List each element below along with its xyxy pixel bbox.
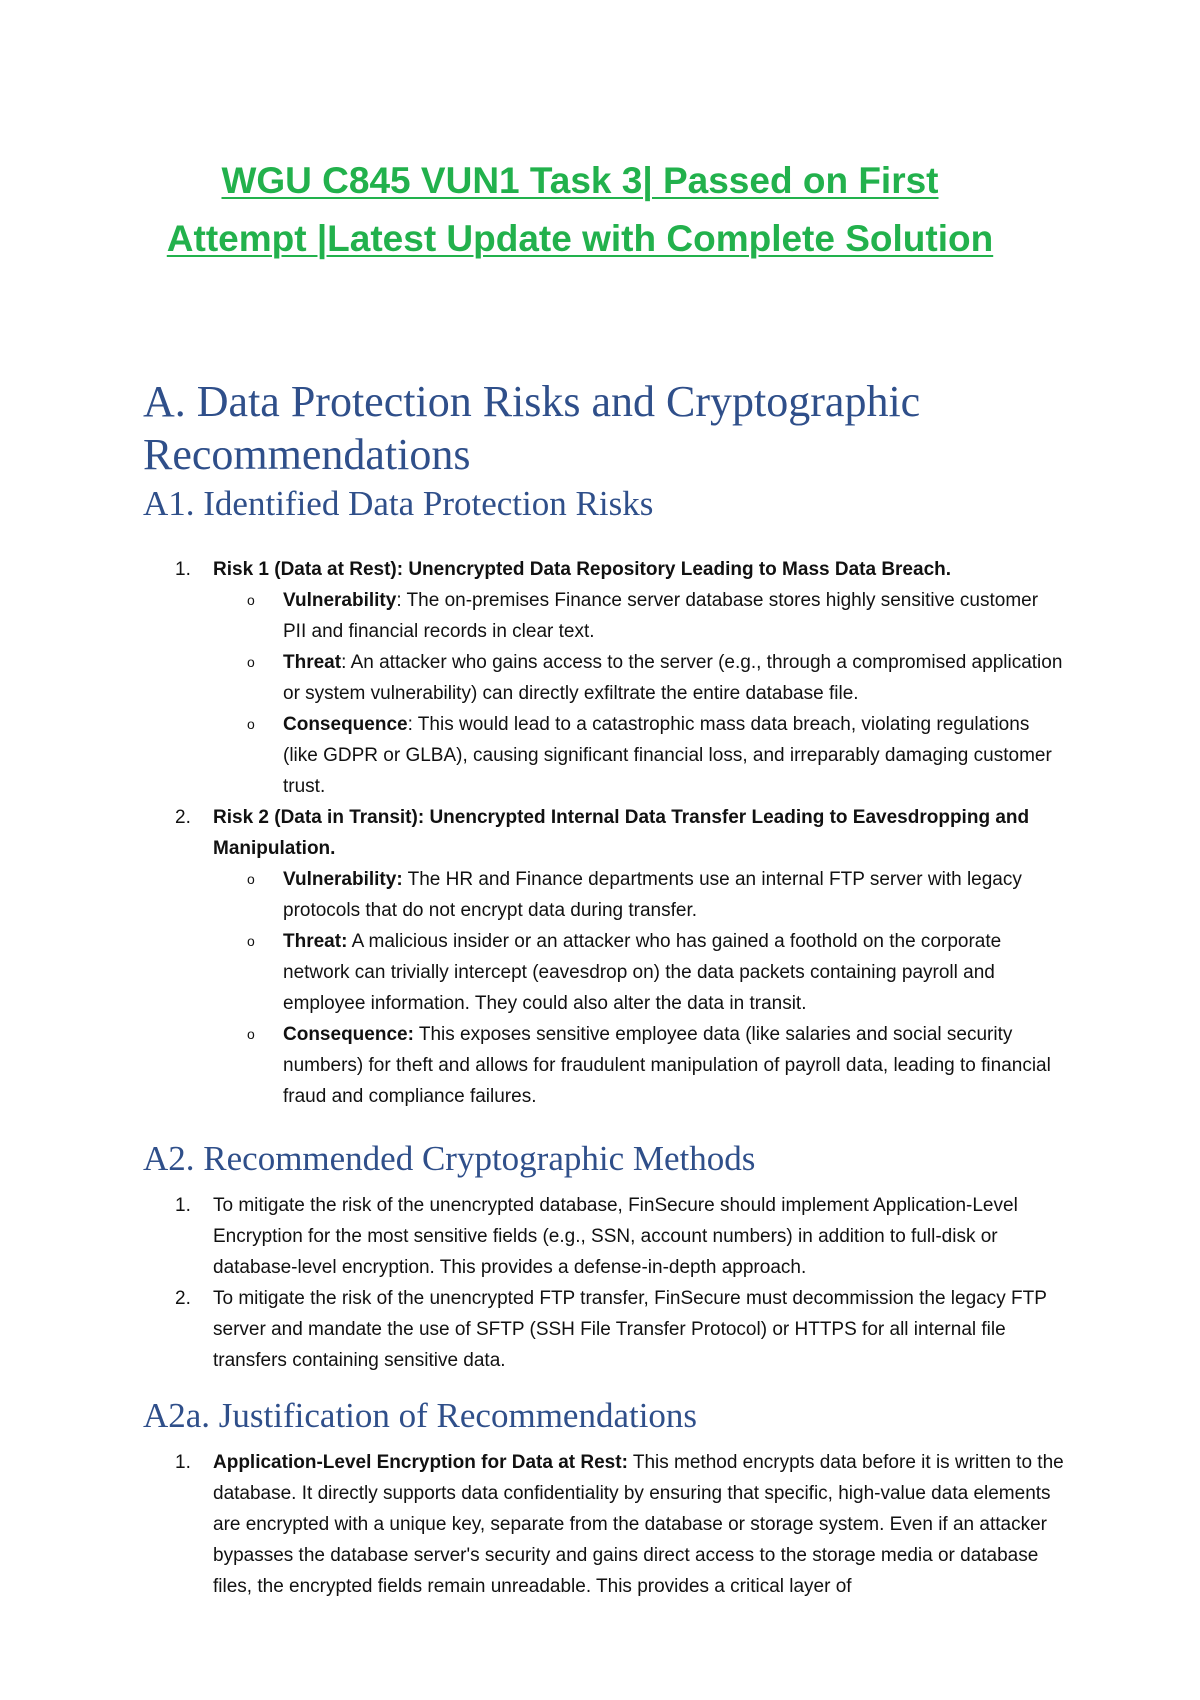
circle-bullet-icon: o: [247, 871, 255, 887]
point-text: The HR and Finance departments use an internal FTP server with legacy protocols that do not encrypt data during transfer.: [283, 869, 1022, 921]
point-label: Threat: [283, 652, 342, 673]
recommendation-text: To mitigate the risk of the unencrypted database, FinSecure should implement Application-Level Encryption for the most sensitive fields (e.g., SSN, account numbers) in addition to full-disk or database-level encryption. This provides a defense-in-depth approach.: [213, 1195, 1018, 1278]
section-a1-heading: A1. Identified Data Protection Risks: [143, 484, 654, 523]
section-a2-heading: A2. Recommended Cryptographic Methods: [143, 1139, 756, 1178]
point-text: An attacker who gains access to the server (e.g., through a compromised application or system vulnerability) can directly exfiltrate the entire database file.: [283, 652, 1063, 704]
justification-list: [175, 1447, 1065, 1602]
risk-points: [213, 585, 1065, 802]
point-label: Threat:: [283, 931, 348, 952]
point-label: Consequence: [283, 714, 408, 735]
risk-point: [213, 1019, 1065, 1112]
circle-bullet-icon: o: [247, 654, 255, 670]
risk-title: Risk 1 (Data at Rest): Unencrypted Data Repository Leading to Mass Data Breach.: [213, 559, 952, 580]
list-number: 1.: [175, 1452, 191, 1473]
list-number: 2.: [175, 807, 191, 828]
point-label: Vulnerability: [283, 590, 397, 611]
circle-bullet-icon: o: [247, 1026, 255, 1042]
section-a2a-heading: A2a. Justification of Recommendations: [143, 1396, 698, 1435]
risk-item-2: [175, 802, 1065, 1112]
circle-bullet-icon: o: [247, 592, 255, 608]
risk-point: [213, 864, 1065, 926]
recommendation-list: [175, 1190, 1065, 1376]
point-separator: :: [407, 714, 413, 735]
point-text: The on-premises Finance server database stores highly sensitive customer PII and financial records in clear text.: [283, 590, 1039, 642]
point-text: A malicious insider or an attacker who has gained a foothold on the corporate network can trivially intercept (eavesdrop on) the data packets containing payroll and employee information. They could also alter the data in transit.: [283, 931, 1002, 1014]
recommendation-item-2: [175, 1283, 1065, 1376]
circle-bullet-icon: o: [247, 716, 255, 732]
justification-text: This method encrypts data before it is written to the database. It directly supports data confidentiality by ensuring that specific, high-value data elements are encrypted with a unique key, separate from the database or storage system. Even if an attacker bypasses the database server's security and gains direct access to the storage media or database files, the encrypted fields remain unreadable. This provides a critical layer of: [213, 1452, 1064, 1597]
risk-item-1: [175, 554, 1065, 802]
risk-point: [213, 585, 1065, 647]
section-a-heading: A. Data Protection Risks and Cryptographic Recommendations: [143, 377, 921, 479]
risk-list: [175, 554, 1065, 1112]
risk-point: [213, 647, 1065, 709]
list-number: 1.: [175, 1195, 191, 1216]
point-label: Vulnerability:: [283, 869, 403, 890]
point-separator: :: [396, 590, 402, 611]
point-separator: :: [341, 652, 347, 673]
list-number: 1.: [175, 559, 191, 580]
point-text: This would lead to a catastrophic mass data breach, violating regulations (like GDPR or GLBA), causing significant financial loss, and irreparably damaging customer trust.: [283, 714, 1052, 797]
list-number: 2.: [175, 1288, 191, 1309]
point-label: Consequence:: [283, 1024, 414, 1045]
recommendation-item-1: [175, 1190, 1065, 1283]
risk-point: [213, 709, 1065, 802]
document-title: WGU C845 VUN1 Task 3| Passed on First Attempt |Latest Update with Complete Solution: [166, 160, 994, 259]
circle-bullet-icon: o: [247, 933, 255, 949]
risk-title: Risk 2 (Data in Transit): Unencrypted Internal Data Transfer Leading to Eavesdropping and Manipulation.: [213, 807, 1030, 859]
risk-point: [213, 926, 1065, 1019]
risk-points: [213, 864, 1065, 1112]
recommendation-text: To mitigate the risk of the unencrypted FTP transfer, FinSecure must decommission the legacy FTP server and mandate the use of SFTP (SSH File Transfer Protocol) or HTTPS for all internal file transfers containing sensitive data.: [213, 1288, 1047, 1371]
point-text: This exposes sensitive employee data (like salaries and social security numbers) for theft and allows for fraudulent manipulation of payroll data, leading to financial fraud and compliance failures.: [283, 1024, 1051, 1107]
justification-label: Application-Level Encryption for Data at Rest:: [213, 1452, 628, 1473]
justification-item-1: [175, 1447, 1065, 1602]
